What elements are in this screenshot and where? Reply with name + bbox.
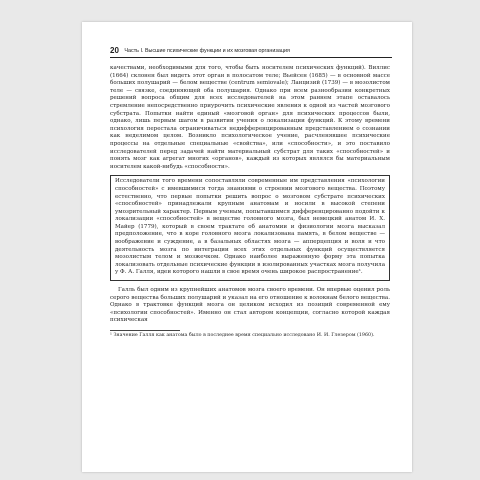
footnote: ¹ Значение Галля как анатома было в последнее время специально исследовано И. И. Глезером (1960). xyxy=(110,333,375,338)
footnote-rule xyxy=(110,330,180,331)
header-rule xyxy=(110,57,392,58)
paragraph-1: качествами, необходимыми для того, чтобы быть носителем психических функций). Виллис (1664) склонен был видеть этот орган в полосатом теле; Вьейсен (1685) — в основной массе больших полушарий — белом веществе (centrum semiovale); Ланцизий (1739) — в мозолистом теле — связке, соединяющей оба полушария. Однако при всем разнообразии конкретных решений вопроса общим для всех исследователей на этом раннем этапе оставалось стремление непосредственно приурочить психические явления к одной из частей мозгового субстрата. Попытки найти единый «мозговой орган» для психических процессов были, однако, лишь первым шагом в развитии учения о локализации функций. К этому времени психология перестала ограничиваться недифференцированным представлением о сознании как неделимом целом. Возникло психологическое учение, расчленявшее психические процессы на отдельные специальные «свойства», или «способности», и это поставило исследователей перед задачей найти материальный субстрат для таких «способностей» и понять мозг как агрегат многих «органов», каждый из которых являлся бы материальным носителем какой-нибудь «способности». xyxy=(110,65,390,170)
paragraph-2: Галль был одним из крупнейших анатомов мозга своего времени. Он впервые оценил роль серого вещества больших полушарий и указал на его отношение к волокнам белого вещества. Однако в трактовке функций мозга он целиком исходил из позиций современной ему «психологии способностей». Именно он стал автором концепции, согласно которой каждая психическая xyxy=(110,287,390,324)
page-number: 20 xyxy=(110,46,119,55)
document-page xyxy=(82,22,412,472)
highlight-box xyxy=(110,175,390,281)
body-text xyxy=(110,65,390,339)
box-paragraph: Исследователи того времени сопоставляли современные им представления «психологии способностей» с имевшимися тогда знаниями о строении мозгового вещества. Поэтому естественно, что первые попытки решить вопрос о мозговом субстрате психических «способностей» принадлежали крупным анатомам и носили в высокой степени умозрительный характер. Первым ученым, попытавшимся дифференцированно подойти к локализации «способностей» в веществе головного мозга, был немецкий анатом И. Х. Майер (1779), который в своем трактате об анатомии и физиологии мозга высказал предположение, что в коре головного мозга локализована память, в белом веществе — воображение и суждение, а в базальных областях мозга — апперцепция и воля и что деятельность мозга по интеграции всех этих отдельных функций осуществляется мозолистым телом и мозжечком. Однако наиболее выраженную форму эта попытка локализовать отдельные психические функции в изолированных участках мозга получила у Ф. А. Галля, идеи которого нашли в свое время очень широкое распространение¹. xyxy=(115,178,385,276)
running-title: Часть I. Высшие психические функции и их мозговая организация xyxy=(124,48,290,54)
running-header xyxy=(110,46,392,55)
